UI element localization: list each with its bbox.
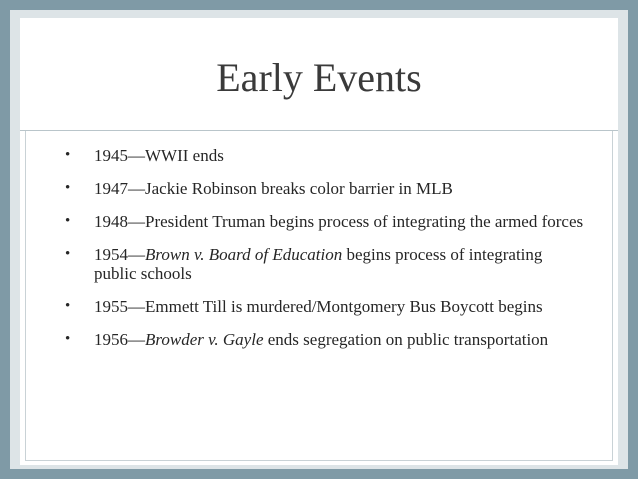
bullet-icon: • bbox=[65, 147, 71, 163]
bullet-list bbox=[58, 146, 588, 363]
item-italic: Brown v. Board of Education bbox=[145, 245, 343, 264]
list-item bbox=[58, 297, 588, 316]
item-rest: ends segregation on public transportation bbox=[263, 330, 549, 349]
list-item bbox=[58, 212, 588, 231]
item-lead: 1955—Emmett Till is murdered/Montgomery Bus Boycott begins bbox=[94, 297, 543, 316]
title-area bbox=[20, 18, 618, 130]
bullet-icon: • bbox=[65, 180, 71, 196]
list-item bbox=[58, 146, 588, 165]
item-italic: Browder v. Gayle bbox=[145, 330, 264, 349]
list-item bbox=[58, 179, 588, 198]
bullet-icon: • bbox=[65, 213, 71, 229]
item-lead: 1945—WWII ends bbox=[94, 146, 224, 165]
bullet-icon: • bbox=[65, 246, 71, 262]
item-rest: begins process of integrating public schools bbox=[94, 245, 543, 283]
item-lead: 1956— bbox=[94, 330, 145, 349]
bullet-icon: • bbox=[65, 298, 71, 314]
slide-title: Early Events bbox=[216, 55, 422, 100]
item-lead: 1954— bbox=[94, 245, 145, 264]
title-divider bbox=[20, 130, 618, 131]
item-lead: 1947—Jackie Robinson breaks color barrier in MLB bbox=[94, 179, 453, 198]
list-item bbox=[58, 330, 588, 349]
item-lead: 1948—President Truman begins process of integrating the armed forces bbox=[94, 212, 584, 231]
bullet-icon: • bbox=[65, 331, 71, 347]
slide bbox=[20, 18, 618, 465]
list-item bbox=[58, 245, 588, 283]
